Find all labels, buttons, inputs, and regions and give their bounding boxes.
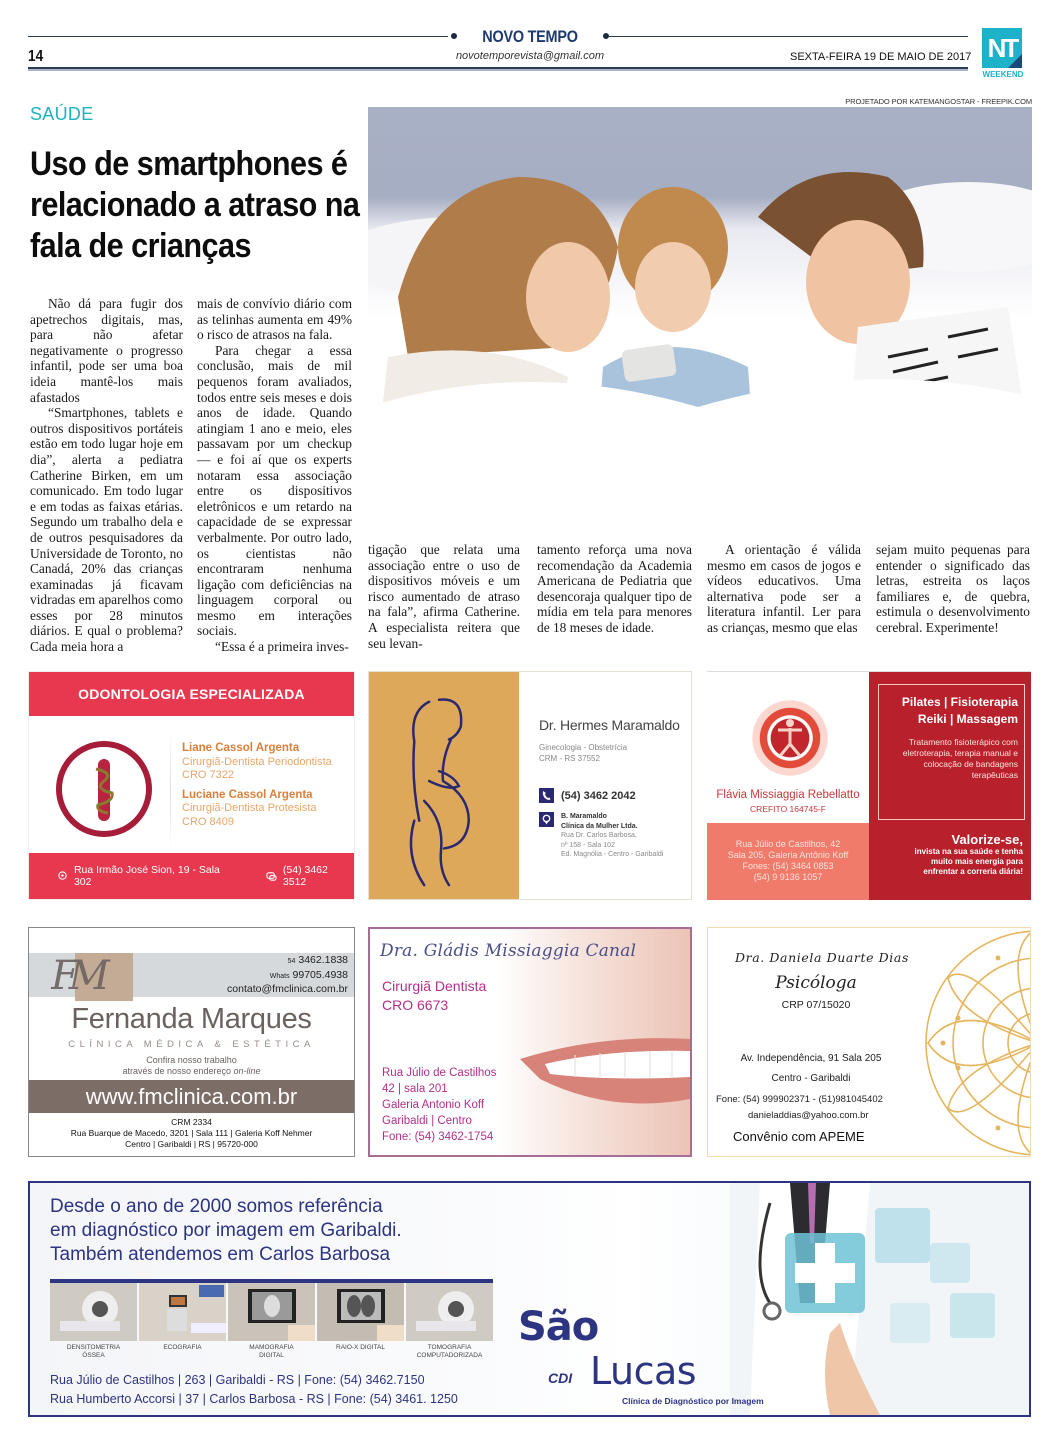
addr-line: Ed. Magnólia - Centro - Garibaldi xyxy=(561,851,664,858)
headline-line: em diagnóstico por imagem em Garibaldi. xyxy=(50,1220,402,1241)
dentist-cro: CRO 7322 xyxy=(182,769,234,781)
therapist-crefito: CREFITO 164745-F xyxy=(750,804,826,814)
whatsapp: 99705.4938 xyxy=(292,968,348,981)
ad-gladis-dentista[interactable] xyxy=(368,927,692,1157)
clinic-legal-name: Clínica da Mulher Ltda. xyxy=(561,822,638,830)
confira-line: através de nosso endereço xyxy=(122,1066,232,1076)
nt-weekend-logo xyxy=(982,28,1022,68)
headline-line: Desde o ano de 2000 somos referência xyxy=(50,1196,383,1217)
rod-of-asclepius-icon xyxy=(56,741,152,837)
newspaper-title: NOVO TEMPO xyxy=(482,27,578,46)
service-photo-strip xyxy=(50,1279,493,1360)
service-item xyxy=(406,1283,493,1360)
doctor-name: Dr. Hermes Maramaldo xyxy=(539,717,680,733)
doctor-specialty xyxy=(539,742,689,764)
dentist-cro: CRO 8409 xyxy=(182,815,234,828)
phone: 3462.1838 xyxy=(298,954,348,966)
confira-text xyxy=(29,1055,354,1077)
crm: CRM 2334 xyxy=(171,1117,212,1127)
location-pin-icon xyxy=(57,871,68,882)
paragraph: tigação que relata uma associação entre o uso de dispositivos móveis e um risco aumentado de atraso na fala”, afirma Catherine. A especialista reitera que seu levan- xyxy=(368,542,520,651)
cdi-headline xyxy=(50,1195,402,1267)
ct-scanner-photo xyxy=(406,1283,493,1341)
mammography-photo xyxy=(228,1283,315,1341)
psychologist-name: Dra. Daniela Duarte Dias xyxy=(735,950,909,965)
flavia-address xyxy=(707,823,869,900)
masthead-rule-right xyxy=(608,36,968,37)
therapist-name: Flávia Missiaggia Rebellatto xyxy=(716,789,860,801)
service-caption: RAIO-X DIGITAL xyxy=(336,1344,385,1351)
slogan-title: Valorize-se, xyxy=(951,832,1023,847)
clinic-name: Fernanda Marques xyxy=(71,1003,312,1035)
article-column-5 xyxy=(707,542,861,636)
daniela-address xyxy=(716,1049,906,1089)
maramaldo-address xyxy=(561,812,663,860)
daniela-email[interactable]: danieladdias@yahoo.com.br xyxy=(748,1110,869,1121)
pregnant-woman-icon xyxy=(369,672,519,899)
online-word: on-line xyxy=(233,1066,261,1076)
addr-line: Sala 205, Galeria Antônio Koff xyxy=(727,850,849,860)
gladis-address xyxy=(382,1065,496,1145)
ad-odonto-title: ODONTOLOGIA ESPECIALIZADA xyxy=(29,672,354,716)
paragraph: sejam muito pequenas para entender o significado das letras, estreita os laços familiares e, de quebra, estimula o desenvolvimento cerebral. Experimente! xyxy=(876,542,1030,635)
website-link[interactable]: www.fmclinica.com.br xyxy=(29,1080,354,1113)
address-row xyxy=(539,812,689,860)
masthead-email[interactable]: novotemporevista@gmail.com xyxy=(455,50,605,62)
ad-maramaldo[interactable] xyxy=(368,671,692,900)
services-description: Tratamento fisioterápico com eletroterapia, terapia manual e colocação de bandagens terapêuticas xyxy=(902,737,1018,780)
service-caption: TOMOGRAFIA xyxy=(427,1344,472,1351)
email[interactable]: contato@fmclinica.com.br xyxy=(227,983,348,995)
cro: CRO 6673 xyxy=(382,997,449,1013)
addr-line: Garibaldi | Centro xyxy=(382,1115,472,1127)
addr-line: Fones: (54) 3464 0853 xyxy=(742,861,834,871)
article-column-1 xyxy=(30,296,183,655)
addr-line: Centro - Garibaldi xyxy=(771,1073,851,1084)
service-caption: ECOGRAFIA xyxy=(163,1344,202,1351)
dentist-name: Dra. Gládis Missiaggia Canal xyxy=(380,941,637,961)
family-photo-illustration xyxy=(368,107,1032,515)
addr-line: Av. Independência, 91 Sala 205 xyxy=(740,1053,882,1064)
ad-cdi-sao-lucas[interactable] xyxy=(28,1181,1031,1417)
phone-row xyxy=(539,788,689,803)
services-line: Reiki | Massagem xyxy=(917,712,1018,726)
masthead-rule-left xyxy=(28,36,448,37)
service-caption: DENSITOMETRIA xyxy=(66,1344,121,1351)
pregnant-silhouette-art xyxy=(369,672,519,899)
dentist-list xyxy=(182,742,332,829)
addr-line: nº 158 - Sala 102 xyxy=(561,841,615,849)
ad-fernanda-marques[interactable] xyxy=(28,927,355,1157)
addr-line: Centro | Garibaldi | RS | 95720-000 xyxy=(125,1139,258,1149)
dentist-name: Liane Cassol Argenta xyxy=(182,742,300,754)
fm-footer xyxy=(29,1117,354,1150)
services-box xyxy=(878,684,1025,820)
masthead-dot-left xyxy=(451,33,457,39)
slogan xyxy=(915,832,1023,877)
address-garibaldi: Rua Júlio de Castilhos | 263 | Garibaldi - RS | Fone: (54) 3462.7150 xyxy=(50,1373,425,1387)
pilates-figure-logo xyxy=(742,690,838,786)
logo-tagline: Clínica de Diagnóstico por Imagem xyxy=(622,1396,764,1406)
specialty: Cirurgiã Dentista xyxy=(382,978,487,994)
clinic-subtitle: CLÍNICA MÉDICA & ESTÉTICA xyxy=(68,1039,315,1050)
slogan-line: enfrentar a correria diária! xyxy=(923,867,1023,876)
crm-text: CRM - RS 37552 xyxy=(539,754,600,763)
paragraph: Para chegar a essa conclusão, mais de mil pequenos foram avaliados, todos entre seis meses e dois anos de idade. Quando atingiam 1 ano e meio, eles passavam por um checkup — e foi aí que os experts notaram essa associação entre os dispositivos eletrônicos e um retardo na capacidade de se expressar verbalmente. Por outro lado, os cientistas não encontraram nenhuma ligação com deficiências na linguagem corporal ou mesmo em interações sociais. xyxy=(197,342,352,639)
issue-date: SEXTA-FEIRA 19 DE MAIO DE 2017 xyxy=(790,51,972,63)
article-column-4 xyxy=(537,542,692,636)
logo-letters: NT xyxy=(987,32,1017,63)
article-headline: Uso de smartphones é relacionado a atraso na fala de crianças xyxy=(30,145,360,265)
xray-photo xyxy=(317,1283,404,1341)
addr-line: 42 | sala 201 xyxy=(382,1083,448,1095)
cdi-addresses xyxy=(50,1371,458,1409)
insurance-agreement: Convênio com APEME xyxy=(733,1129,865,1144)
whats-label: Whats xyxy=(269,972,290,980)
addr-line: Rua Dr. Carlos Barbosa, xyxy=(561,832,637,839)
addr-line: Galeria Antonio Koff xyxy=(382,1099,485,1111)
paragraph: “Smartphones, tablets e outros dispositivos portáteis estão em todo lugar hoje em dia”, alerta a pediatra Catherine Birken, em um comunicado. Em todo lugar e em todas as faixas etárias. Segundo um trabalho dela e de outros pesquisadores da Universidade de Toronto, no Canadá, 20% das crianças examinadas já ficavam vidradas em aparelhos como esses por 28 minutos diários. E qual o problema? Cada meia hora a xyxy=(30,405,183,655)
paragraph: A orientação é válida mesmo em casos de jogos e vídeos educativos. Uma alternativa pode ser a literatura infantil. Ler para as crianças, mesmo que elas xyxy=(707,542,861,635)
services-line: Pilates | Fisioterapia xyxy=(901,695,1018,709)
paragraph: Não dá para fugir dos apetrechos digitais, mas, para não afetar negativamente o progresso infantil, pode ser uma boa ideia mantê-los mais afastados xyxy=(30,296,183,405)
specialty-text: Ginecologia - Obstetrícia xyxy=(539,743,628,752)
crp-number: CRP 07/15020 xyxy=(781,999,851,1011)
service-caption: ÓSSEA xyxy=(82,1352,105,1359)
location-pin-icon xyxy=(539,812,554,827)
odonto-address: Rua Irmão José Sion, 19 - Sala 302 xyxy=(73,864,220,888)
logo-sao: São xyxy=(518,1304,599,1350)
service-caption: MAMOGRAFIA xyxy=(249,1344,294,1351)
ultrasound-photo xyxy=(139,1283,226,1341)
masthead-double-rule xyxy=(28,67,968,71)
maramaldo-info xyxy=(539,717,689,860)
logo-lucas: Lucas xyxy=(590,1349,697,1393)
daniela-phone: Fone: (54) 999902371 - (51)981045402 xyxy=(716,1094,883,1105)
ad-daniela-psicologa[interactable] xyxy=(707,927,1031,1157)
phone-icon xyxy=(539,788,554,803)
sao-lucas-logo xyxy=(518,1305,818,1413)
article-column-3 xyxy=(368,542,520,651)
paragraph: “Essa é a primeira inves- xyxy=(215,639,349,655)
addr-line: (54) 9 9136 1057 xyxy=(753,872,823,882)
address-carlos-barbosa: Rua Humberto Accorsi | 37 | Carlos Barbosa - RS | Fone: (54) 3461. 1250 xyxy=(50,1392,458,1406)
smile-photo xyxy=(520,1019,690,1119)
fm-monogram-logo: FM xyxy=(51,953,100,999)
addr-line: Rua Júlio de Castilhos, 42 xyxy=(735,839,841,849)
dentist-name: Luciane Cassol Argenta xyxy=(182,788,313,801)
densitometer-photo xyxy=(50,1283,137,1341)
paragraph: mais de convívio diário com as telinhas aumenta em 49% o risco de atrasos na fala. xyxy=(197,296,352,343)
slogan-line: muito mais energia para xyxy=(930,857,1023,866)
ad-odonto-contact-bar xyxy=(29,853,354,899)
paragraph: tamento reforça uma nova recomendação da Academia Americana de Pediatria que desencoraja qualquer tipo de mídia em tela para menores de 18 meses de idade. xyxy=(537,542,692,635)
slogan-line: invista na sua saúde e tenha xyxy=(914,847,1023,856)
divider xyxy=(170,732,171,850)
service-item xyxy=(139,1283,226,1360)
service-item xyxy=(228,1283,315,1360)
service-caption: DIGITAL xyxy=(259,1352,284,1359)
maramaldo-phone: (54) 3462 2042 xyxy=(561,789,636,802)
dentist-specialty: Cirurgiã-Dentista Protesista xyxy=(182,802,317,814)
chat-bubble-icon xyxy=(266,871,277,882)
addr-line: Rua Buarque de Macedo, 3201 | Sala 111 | Galeria Koff Nehmer xyxy=(70,1128,313,1138)
ad-odontologia[interactable] xyxy=(28,671,355,900)
logo-weekend-label: WEEKEND xyxy=(982,70,1024,79)
page-number: 14 xyxy=(28,48,44,65)
fm-contact xyxy=(227,954,348,997)
service-caption: COMPUTADORIZADA xyxy=(416,1352,483,1359)
article-column-6 xyxy=(876,542,1030,636)
service-item xyxy=(50,1283,137,1360)
logo-cdi: CDI xyxy=(548,1370,573,1386)
services-list xyxy=(879,694,1018,728)
phone: Fone: (54) 3462-1754 xyxy=(382,1131,494,1143)
addr-line: Rua Júlio de Castilhos xyxy=(382,1067,497,1079)
section-label: SAÚDE xyxy=(30,104,94,124)
flavia-services-panel xyxy=(869,672,1031,900)
dentist-credentials xyxy=(382,977,486,1015)
confira-line: Confira nosso trabalho xyxy=(146,1055,237,1065)
ad-flavia-fisioterapia[interactable] xyxy=(707,671,1031,900)
psychologist-title: Psicóloga xyxy=(775,973,857,993)
clinic-name: B. Maramaldo xyxy=(561,813,607,820)
article-photo xyxy=(368,107,1032,515)
odonto-phone: (54) 3462 3512 xyxy=(282,864,328,888)
dentist-specialty: Cirurgiã-Dentista Periodontista xyxy=(182,755,332,768)
service-item xyxy=(317,1283,404,1360)
headline-line: Também atendemos em Carlos Barbosa xyxy=(50,1244,391,1265)
article-column-2 xyxy=(197,296,352,655)
photo-credit: PROJETADO POR KATEMANGOSTAR - FREEPIK.COM xyxy=(845,97,1032,106)
phone-prefix: 54 xyxy=(287,958,296,965)
